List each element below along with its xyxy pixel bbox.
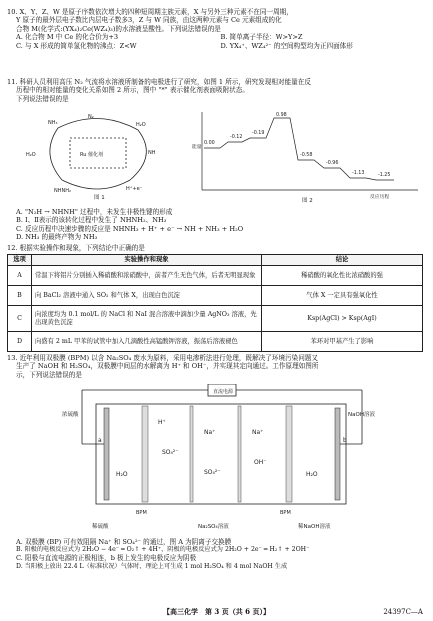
q13-stem-line3: 示，下列说法错误的是 [16,370,82,379]
electrode-b [335,408,340,500]
ion-so4: SO₄²⁻ [162,449,179,456]
q11-option-c: C. 反应历程中决速步骤的反应是 NHNH₃ + H⁺ + e⁻ → NH + NH₃ + H₂O [16,224,244,233]
q11-option-d: D. NH₃ 的最终产物为 NH₃ [16,233,98,242]
membrane-bpm-2 [286,406,292,502]
membrane-2 [190,406,193,502]
q12-table-header [8,255,423,266]
question-12 [7,244,425,352]
q10-stem-line1: 10. X、Y、Z、W 是原子序数依次增大的四种短周期主族元素，X 与另外三种元素不在同一周期， [7,8,293,16]
q12-row-c-operation: 向浓度均为 0.1 mol/L 的 NaCl 和 NaI 混合溶液中滴加少量 AgNO₃ 溶液，先出现黄色沉淀 [32,306,262,332]
q12-header-conclusion: 结论 [262,255,423,266]
q10-options-row1 [7,33,425,41]
q13-options [7,538,425,571]
figure-1-catalytic-cycle [18,108,178,200]
fig1-label-h2o: H₂O [136,122,146,128]
ion-na-plus-1: Na⁺ [204,429,216,436]
fig1-label-nh: NH [148,150,156,156]
q12-stem: 12. 根据实验操作和现象，下列结论中正确的是 [7,244,145,252]
bpm-label-2: BPM [280,510,291,516]
figure-2-energy-profile [190,108,425,204]
q12-row-c-option: C [8,306,32,332]
fig2-x-label: 反应历程 [370,195,390,200]
cell-tank [96,404,346,504]
label-conc-sulfuric: 浓硫酸 [62,412,79,418]
cycle-arc-left [50,128,62,180]
fig1-label-ru: Ru 催化剂 [80,152,104,158]
q12-row-d-conclusion: 苯环对甲基产生了影响 [262,332,423,352]
electrode-a-label: a [98,437,102,444]
fig2-y-label: 能量 [192,145,202,150]
q10-option-b: B. 简单离子半径：W>Y>Z [220,33,303,42]
q12-table [7,254,423,352]
fig1-label-n2: N₂ [88,114,94,120]
q13-option-c: C. 阳极与直流电源的正极相连，b 极上发生的电极反应为阴极 [16,554,197,563]
fig2-level-1: 0.00 [204,141,215,146]
table-row [8,332,423,352]
q12-row-d-option: D [8,332,32,352]
cycle-arc-bottom [62,180,130,189]
q10-option-a: A. 化合物 M 中 Ce 的化合价为+3 [16,33,119,42]
q11-option-b: B. Ⅰ、Ⅱ表示的该转化过程中发生了 NHNH₂、NH₃ [16,216,167,225]
fig2-energy-path [204,118,394,180]
q10-stem-line2: Y 原子的最外层电子数比内层电子数多3，Z 与 W 同族，由这两种元素与 Ce 元素组成的化 [16,16,282,25]
table-row [8,266,423,286]
q10-option-c: C. 与 X 形成的简单氢化物的沸点：Z<W [16,41,137,50]
power-supply-label: 直流电源 [213,389,234,395]
q12-row-a-option: A [8,266,32,286]
electrode-b-label: b [343,437,347,444]
fig1-label-nh3: NH₃ [48,120,58,126]
figure-1-caption: 图 1 [94,195,105,200]
q12-row-b-operation: 向 BaCl₂ 溶液中通入 SO₂ 和气体 X，出现白色沉淀 [32,286,262,306]
fig1-label-h: H⁺+e⁻ [126,186,143,192]
q12-row-b-conclusion: 气体 X 一定具有强氧化性 [262,286,423,306]
q13-stem-line1: 13. 近年利用双极膜 (BPM) 以含 Na₂SO₄ 废水为原料，采用电渗析法进行处理，既解决了环境污染问题又 [7,354,319,362]
q10-stem-line3: 合物 M(化学式:(YX₄)₂Ce(WZ₄)₃)的水溶液呈酸性。下列说法错误的是 [16,24,221,33]
membrane-bpm-1 [142,406,148,502]
ion-h-plus: H⁺ [158,419,166,426]
q11-options [7,208,425,242]
q11-stem-line1: 11. 科研人员利用高压 N₂ 气流将水溶液所制备的电极进行了研究，如图 1 所示，研究发现相对能量在反 [7,78,311,86]
q10-options-row2 [7,42,425,50]
table-row [8,306,423,332]
q13-option-b: B. 阳极的电极反应式为 2H₂O − 4e⁻ ═ O₂↑ + 4H⁺，阴极的电极反应式为 2H₂O + 2e⁻ ═ H₂↑ + 2OH⁻ [16,546,310,554]
figure-2-caption: 图 2 [302,198,313,204]
fig1-label-nhnh: NHNH₂ [54,188,72,194]
page-footer: 【高三化学 第 3 页（共 6 页）】 [163,607,270,617]
q12-header-operation: 实验操作和现象 [32,255,262,266]
fig2-level-2: -0.12 [230,135,243,140]
electrodialysis-diagram [62,384,382,534]
fig2-level-3: -0.19 [252,131,265,136]
fig2-level-6: -0.96 [326,161,339,166]
q10-option-d: D. YX₄⁺、WZ₄²⁻ 的空间构型均为正四面体形 [220,41,353,50]
ion-h2o-left: H₂O [116,471,128,478]
fig2-level-4: 0.98 [276,113,287,118]
fig1-label-h2o-left: H₂O [26,152,36,158]
question-13 [7,354,425,379]
q12-row-b-option: B [8,286,32,306]
label-naoh-solution: NaOH溶液 [348,412,375,418]
ion-h2o-right: H₂O [306,471,318,478]
label-dilute-sulfuric: 稀硫酸 [92,524,109,530]
q11-stem-line2: 历程中的相对能量的变化关系如图 2 所示，图中 "*" 表示催化剂表面吸附状态。 [16,86,249,95]
label-dilute-naoh: 稀NaOH溶液 [298,524,331,530]
q11-stem-line3: 下列说法错误的是 [16,94,69,103]
q13-stem-line2: 生产了 NaOH 和 H₂SO₄，双极膜中间层的水解离为 H⁺ 和 OH⁻，并实现其定向通过。工作原理如图所 [16,362,319,371]
question-10 [7,8,425,50]
q13-option-a: A. 双极膜 (BP) 可有效阻隔 Na⁺ 和 SO₄²⁻ 的通过，图 A 为阴离子交换膜 [16,538,232,546]
ion-so4-2: SO₄²⁻ [204,469,221,476]
cycle-arc-right [130,130,146,180]
ion-oh-minus: OH⁻ [254,459,267,466]
q11-option-a: A. "N₂H → NHNH" 过程中，未发生非极性键的形成 [16,208,173,216]
label-na2so4-solution: Na₂SO₄溶液 [198,524,229,530]
table-row [8,286,423,306]
cycle-arc-top [58,118,138,130]
q12-header-option: 选项 [8,255,32,266]
q12-row-a-operation: 常温下将铝片分别插入稀硝酸和浓硝酸中，前者产生无色气体，后者无明显现象 [32,266,262,286]
bpm-label-1: BPM [136,510,147,516]
q13-option-d: D. 当阳极上放出 22.4 L（标准状况）气体时，理论上可生成 1 mol H₂SO₄ 和 4 mol NaOH 生成 [16,562,288,570]
fig2-level-7: -1.13 [352,171,365,176]
fig2-level-5: -0.58 [300,153,313,158]
q12-row-d-operation: 向盛有 2 mL 甲苯的试管中加入几滴酸性高锰酸钾溶液，振荡后溶液褪色 [32,332,262,352]
membrane-3 [238,406,241,502]
q12-row-a-conclusion: 稀硝酸的氧化性比浓硝酸的强 [262,266,423,286]
ion-na-plus-2: Na⁺ [252,429,264,436]
question-11 [7,78,425,103]
fig2-level-8: -1.25 [378,173,391,178]
exam-code: 24397C—A [383,608,423,617]
q12-row-c-conclusion: Ksp(AgCl) > Ksp(AgI) [262,306,423,332]
electrode-a [104,408,109,500]
